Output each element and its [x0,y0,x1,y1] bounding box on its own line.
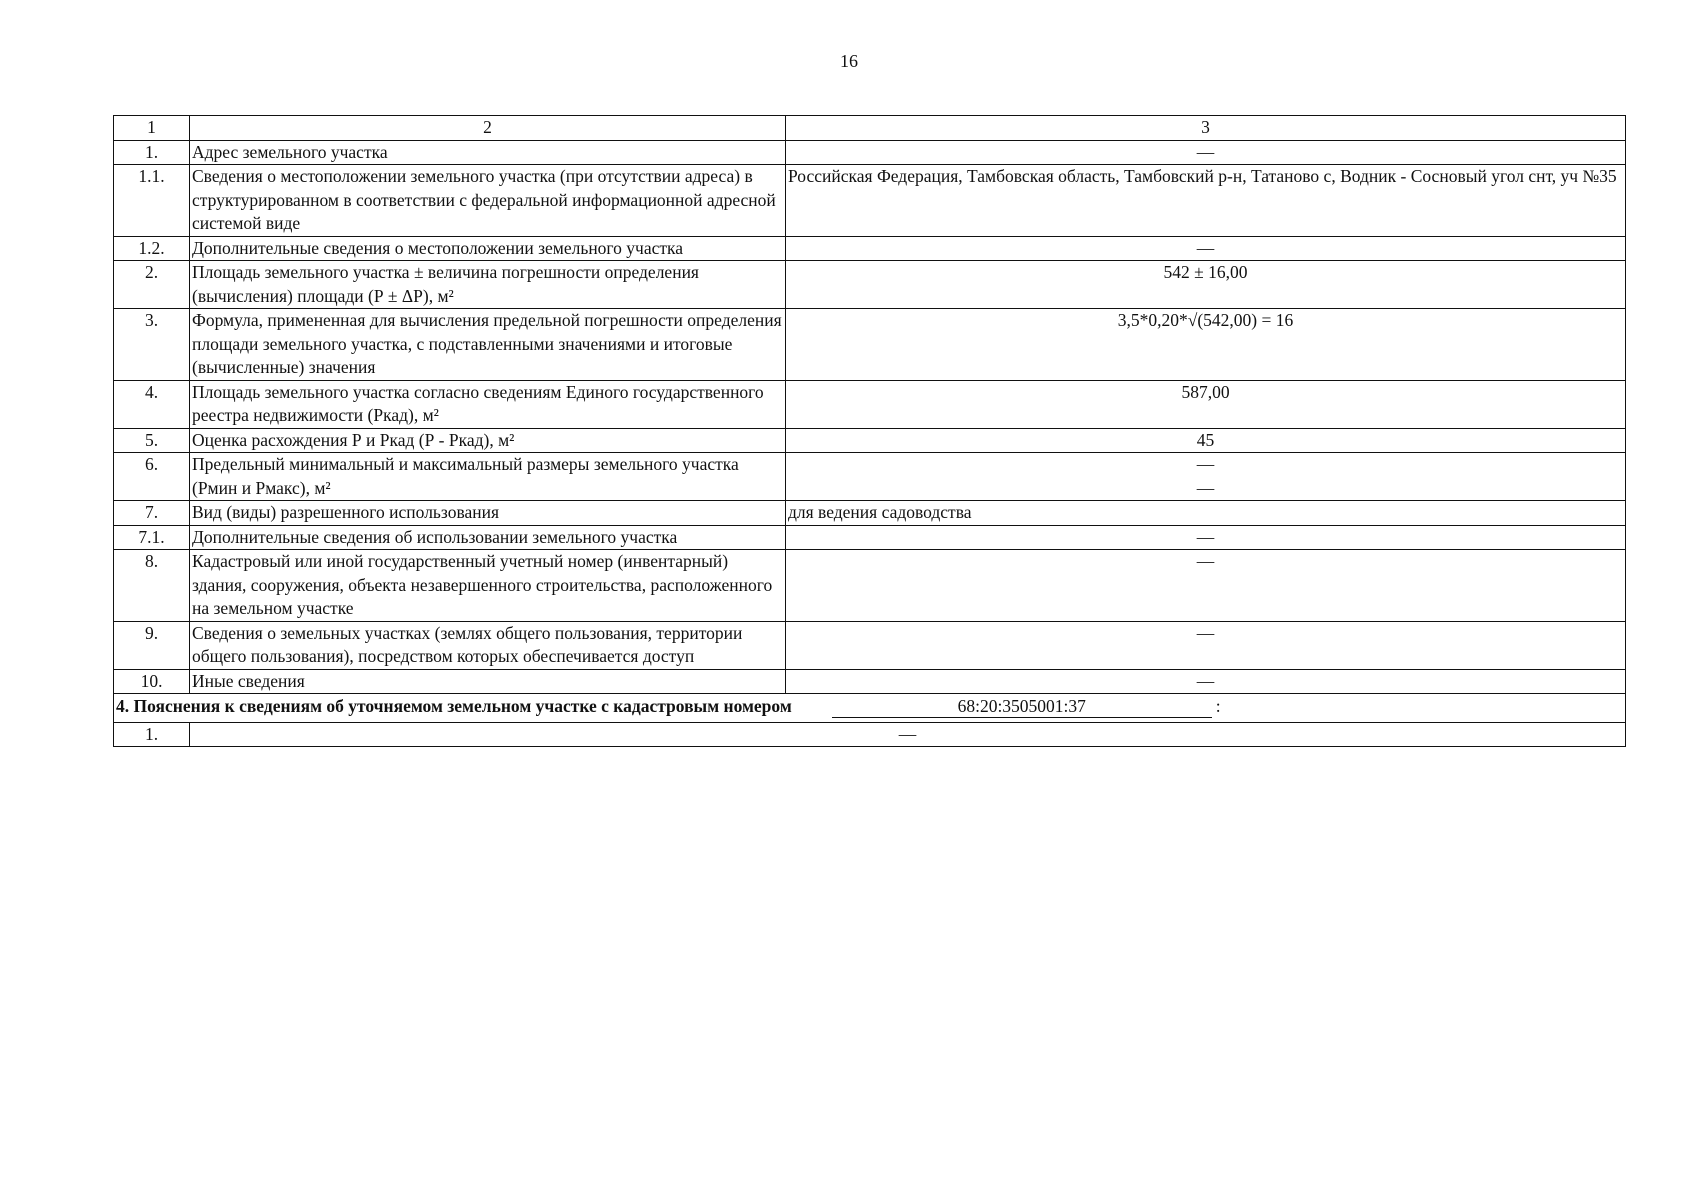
table-row [114,140,1626,165]
row-value: — [786,669,1626,694]
page-number: 16 [840,51,858,71]
row-value: 3,5*0,20*√(542,00) = 16 [786,309,1626,381]
row-value: — [786,236,1626,261]
row-number: 4. [114,380,190,428]
row-number: 7.1. [114,525,190,550]
table-row [114,309,1626,381]
section-4-title: 4. Пояснения к сведениям об уточняемом земельном участке с кадастровым номером [116,696,792,716]
cadastral-number: 68:20:3505001:37 [832,695,1212,718]
row-number: 9. [114,621,190,669]
table-row [114,621,1626,669]
table-row [114,669,1626,694]
table-row [114,261,1626,309]
table-row [114,428,1626,453]
table-row [114,165,1626,237]
table-row [114,525,1626,550]
row-value: 542 ± 16,00 [786,261,1626,309]
max-size-value: — [1196,477,1215,498]
table-row [114,380,1626,428]
row-value [786,453,1626,501]
table-row [114,550,1626,622]
row-label: Оценка расхождения Р и Ркад (Р - Ркад), м² [190,428,786,453]
row-number: 8. [114,550,190,622]
row-label: Формула, примененная для вычисления предельной погрешности определения площади земельного участка, с подставленными значениями и итоговые (вычисленные) значения [190,309,786,381]
row-number: 1.2. [114,236,190,261]
section-4-header-row [114,694,1626,723]
row-value: — [786,621,1626,669]
table-header-row [114,116,1626,141]
row-label: Кадастровый или иной государственный учетный номер (инвентарный) здания, сооружения, объекта незавершенного строительства, расположенного на земельном участке [190,550,786,622]
row-value: — [190,722,1626,747]
table-row [114,501,1626,526]
row-number: 10. [114,669,190,694]
row-label: Площадь земельного участка согласно сведениям Единого государственного реестра недвижимости (Ркад), м² [190,380,786,428]
table-row [114,453,1626,501]
row-label: Дополнительные сведения о местоположении земельного участка [190,236,786,261]
row-value: 45 [786,428,1626,453]
row-label: Предельный минимальный и максимальный размеры земельного участка (Рмин и Рмакс), м² [190,453,786,501]
row-value: — [786,140,1626,165]
row-label: Сведения о местоположении земельного участка (при отсутствии адреса) в структурированном в соответствии с федеральной информационной адресной системой виде [190,165,786,237]
section-4-header [114,694,1626,723]
row-label: Площадь земельного участка ± величина погрешности определения (вычисления) площади (Р ± ΔР), м² [190,261,786,309]
row-value: — [786,550,1626,622]
row-number: 5. [114,428,190,453]
row-label: Вид (виды) разрешенного использования [190,501,786,526]
table-row [114,722,1626,747]
row-value: 587,00 [786,380,1626,428]
table-row [114,236,1626,261]
header-col-1: 1 [114,116,190,141]
section-4-colon: : [1215,696,1221,716]
header-col-3: 3 [786,116,1626,141]
row-label: Дополнительные сведения об использовании земельного участка [190,525,786,550]
row-value: — [786,525,1626,550]
row-number: 2. [114,261,190,309]
min-size-value: — [1196,454,1215,474]
row-number: 3. [114,309,190,381]
row-label: Сведения о земельных участках (землях общего пользования, территории общего пользования), посредством которых обеспечивается доступ [190,621,786,669]
header-col-2: 2 [190,116,786,141]
row-value: Российская Федерация, Тамбовская область, Тамбовский р-н, Татаново с, Водник - Сосновый угол снт, уч №35 [786,165,1626,237]
row-number: 7. [114,501,190,526]
row-number: 1. [114,722,190,747]
row-number: 1. [114,140,190,165]
row-number: 6. [114,453,190,501]
row-value: для ведения садоводства [786,501,1626,526]
row-label: Адрес земельного участка [190,140,786,165]
row-label: Иные сведения [190,669,786,694]
land-plot-info-table [113,115,1626,747]
row-number: 1.1. [114,165,190,237]
